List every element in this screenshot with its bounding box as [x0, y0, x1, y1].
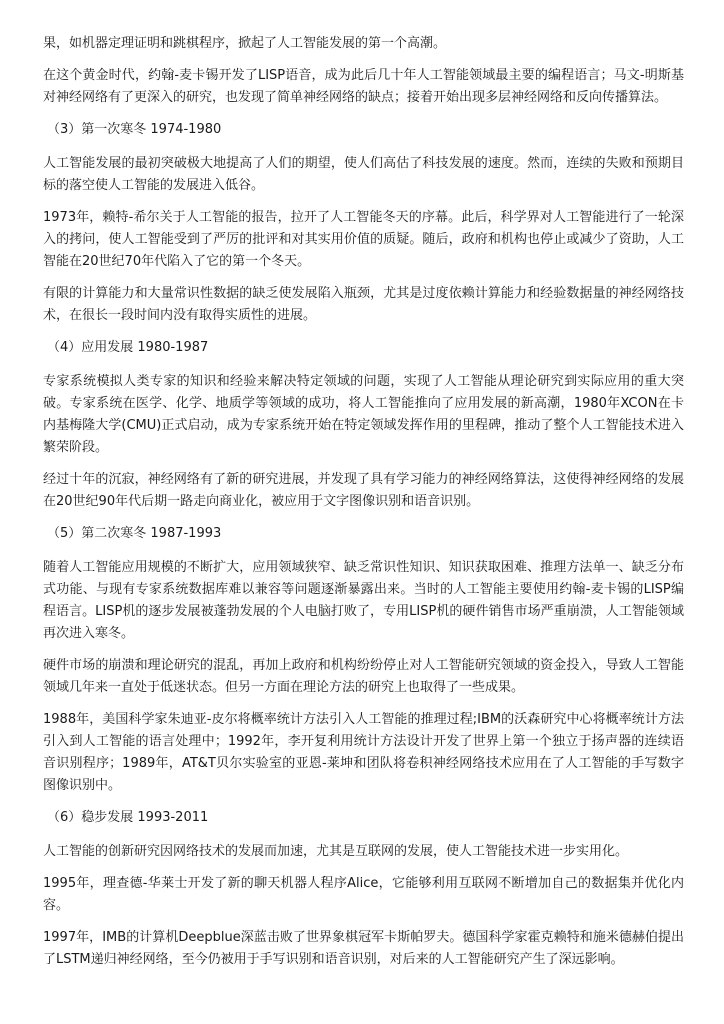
paragraph-deep-blue-lstm: 1997年，IMB的计算机Deepblue深蓝击败了世界象棋冠军卡斯帕罗夫。德国科学家霍克赖特和施米德赫伯提出了LSTM递归神经网络，至今仍被用于手写识别和语音识别，对后来的人工智能研究产生了深远影响。: [43, 930, 684, 967]
paragraph-limited-compute: 有限的计算能力和大量常识性数据的缺乏使发展陷入瓶颈，尤其是过度依赖计算能力和经验数据量的神经网络技术，在很长一段时间内没有取得实质性的进展。: [43, 286, 684, 323]
section-heading-second-winter: （5）第二次寒冬 1987-1993: [47, 526, 222, 541]
paragraph-alice-chatbot: 1995年，理查德-华莱士开发了新的聊天机器人程序Alice，它能够利用互联网不断增加自己的数据集并优化内容。: [43, 876, 684, 913]
paragraph-hardware-collapse: 硬件市场的崩溃和理论研究的混乱，再加上政府和机构纷纷停止对人工智能研究领域的资金投入，导致人工智能领域几年来一直处于低迷状态。但另一方面在理论方法的研究上也取得了一些成果。: [43, 658, 684, 695]
section-heading-steady-development: （6）稳步发展 1993-2011: [47, 810, 209, 825]
section-heading-application-development: （4）应用发展 1980-1987: [47, 340, 209, 355]
paragraph-lighthill-report: 1973年，赖特-希尔关于人工智能的报告，拉开了人工智能冬天的序幕。此后，科学界对人工智能进行了一轮深入的拷问，使人工智能受到了严厉的批评和对其实用价值的质疑。随后，政府和机构也停止或减少了资助，人工智能在20世纪70年代陷入了它的第一个冬天。: [43, 210, 684, 269]
paragraph-golden-age: 在这个黄金时代，约翰-麦卡锡开发了LISP语音，成为此后几十年人工智能领域最主要的编程语言；马文-明斯基对神经网络有了更深入的研究，也发现了简单神经网络的缺点；接着开始出现多层神经网络和反向传播算法。: [43, 68, 684, 105]
paragraph-second-winter-causes: 随着人工智能应用规模的不断扩大，应用领域狭窄、缺乏常识性知识、知识获取困难、推理方法单一、缺乏分布式功能、与现有专家系统数据库难以兼容等问题逐渐暴露出来。当时的人工智能主要使用约翰-麦卡锡的LISP编程语言。LISP机的逐步发展被蓬勃发展的个人电脑打败了，专用LISP机的硬件销售市场严重崩溃，人工智能领域再次进入寒冬。: [43, 560, 684, 641]
paragraph-expert-systems: 专家系统模拟人类专家的知识和经验来解决特定领域的问题，实现了人工智能从理论研究到实际应用的重大突破。专家系统在医学、化学、地质学等领域的成功，将人工智能推向了应用发展的新高潮，1980年XCON在卡内基梅隆大学(CMU)正式启动，成为专家系统开始在特定领域发挥作用的里程碑，推动了整个人工智能技术进入繁荣阶段。: [43, 374, 684, 455]
paragraph-first-winter-intro: 人工智能发展的最初突破极大地提高了人们的期望，使人们高估了科技发展的速度。然而，连续的失败和预期目标的落空使人工智能的发展进入低谷。: [43, 156, 684, 193]
paragraph-statistical-methods: 1988年，美国科学家朱迪亚-皮尔将概率统计方法引入人工智能的推理过程;IBM的沃森研究中心将概率统计方法引入到人工智能的语言处理中；1992年，李开复利用统计方法设计开发了世界上第一个独立于扬声器的连续语音识别程序；1989年，AT&T贝尔实验室的亚恩-莱坤和团队将卷积神经网络技术应用在了人工智能的手写数字图像识别中。: [43, 712, 684, 793]
paragraph-neural-network-progress: 经过十年的沉寂，神经网络有了新的研究进展，并发现了具有学习能力的神经网络算法，这使得神经网络的发展在20世纪90年代后期一路走向商业化，被应用于文字图像识别和语音识别。: [43, 472, 684, 509]
paragraph-first-boom-end: 果，如机器定理证明和跳棋程序，掀起了人工智能发展的第一个高潮。: [43, 36, 447, 51]
section-heading-first-winter: （3）第一次寒冬 1974-1980: [47, 122, 222, 137]
paragraph-internet-acceleration: 人工智能的创新研究因网络技术的发展而加速，尤其是互联网的发展，使人工智能技术进一步实用化。: [43, 844, 629, 859]
